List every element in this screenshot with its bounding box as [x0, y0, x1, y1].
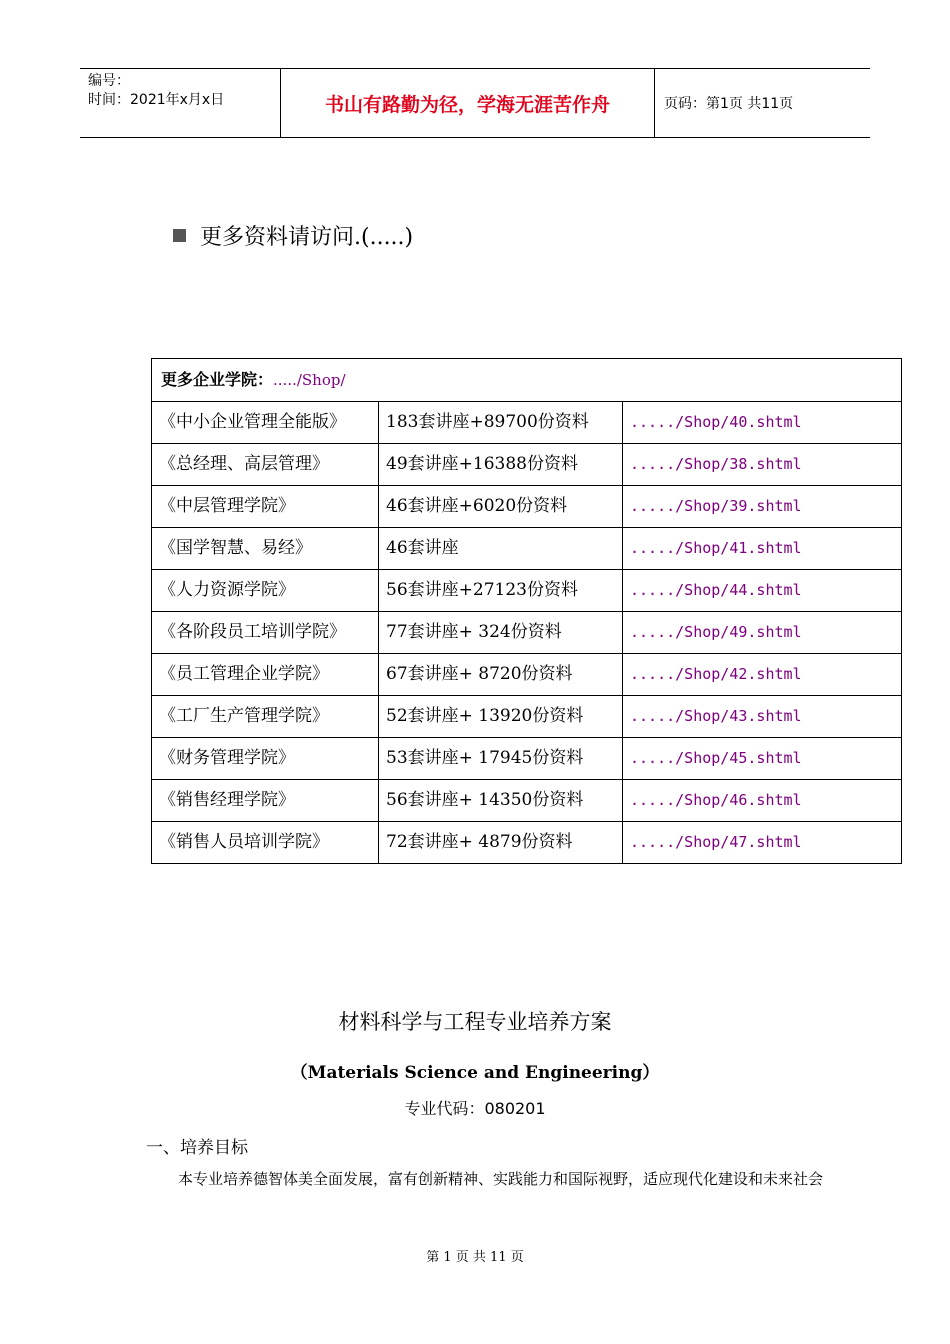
course-name: 《中层管理学院》: [159, 496, 295, 516]
table-head-link[interactable]: ...../Shop/: [273, 371, 346, 389]
course-name: 《人力资源学院》: [159, 580, 295, 600]
course-desc: 56套讲座+ 14350份资料: [386, 790, 584, 810]
table-header-row: [152, 359, 902, 402]
course-link[interactable]: ...../Shop/44.shtml: [630, 581, 802, 599]
doc-title: 材料科学与工程专业培养方案: [338, 1010, 612, 1034]
course-desc: 77套讲座+ 324份资料: [386, 622, 562, 642]
course-name-cell: [152, 612, 379, 654]
course-desc-cell: [379, 612, 623, 654]
course-link[interactable]: ...../Shop/40.shtml: [630, 413, 802, 431]
table-row: [152, 780, 902, 822]
table-row: [152, 738, 902, 780]
course-name-cell: [152, 486, 379, 528]
course-name-cell: [152, 570, 379, 612]
course-link[interactable]: ...../Shop/49.shtml: [630, 623, 802, 641]
major-code: 专业代码：080201: [404, 1099, 546, 1118]
table-row: [152, 654, 902, 696]
course-desc-cell: [379, 738, 623, 780]
course-desc-cell: [379, 486, 623, 528]
course-name-cell: [152, 402, 379, 444]
course-desc-cell: [379, 444, 623, 486]
course-desc-cell: [379, 402, 623, 444]
document-header: [80, 68, 870, 138]
course-name: 《员工管理企业学院》: [159, 664, 329, 684]
course-name-cell: [152, 696, 379, 738]
course-link-cell: [623, 570, 902, 612]
course-link-cell: [623, 612, 902, 654]
course-name-cell: [152, 444, 379, 486]
square-bullet-icon: [173, 229, 186, 242]
course-desc-cell: [379, 528, 623, 570]
page-footer: 第 1 页 共 11 页: [426, 1250, 524, 1265]
course-desc: 49套讲座+16388份资料: [386, 454, 578, 474]
course-name: 《工厂生产管理学院》: [159, 706, 329, 726]
course-link[interactable]: ...../Shop/41.shtml: [630, 539, 802, 557]
course-desc-cell: [379, 654, 623, 696]
course-desc: 46套讲座: [386, 538, 459, 558]
course-name: 《国学智慧、易经》: [159, 538, 312, 558]
course-name: 《中小企业管理全能版》: [159, 412, 346, 432]
course-desc: 67套讲座+ 8720份资料: [386, 664, 573, 684]
number-label: 编号：: [88, 73, 130, 89]
course-link-cell: [623, 528, 902, 570]
table-row: [152, 444, 902, 486]
course-link[interactable]: ...../Shop/45.shtml: [630, 749, 802, 767]
course-link[interactable]: ...../Shop/46.shtml: [630, 791, 802, 809]
section-heading: 一、培养目标: [146, 1138, 248, 1158]
course-name: 《销售经理学院》: [159, 790, 295, 810]
course-name: 《各阶段员工培训学院》: [159, 622, 346, 642]
table-header-cell: [152, 359, 902, 402]
course-name-cell: [152, 780, 379, 822]
course-name: 《销售人员培训学院》: [159, 832, 329, 852]
course-link[interactable]: ...../Shop/39.shtml: [630, 497, 802, 515]
time-label: 时间：2021年x月x日: [88, 92, 225, 108]
table-row: [152, 570, 902, 612]
more-resources-link[interactable]: [173, 220, 413, 251]
course-link-cell: [623, 696, 902, 738]
paragraph: 本专业培养德智体美全面发展，富有创新精神、实践能力和国际视野，适应现代化建设和未来社会: [178, 1170, 824, 1188]
course-link-cell: [623, 444, 902, 486]
course-name-cell: [152, 654, 379, 696]
course-name-cell: [152, 738, 379, 780]
course-link-cell: [623, 738, 902, 780]
course-link[interactable]: ...../Shop/38.shtml: [630, 455, 802, 473]
header-page-info: 页码：第1页 共11页: [664, 96, 794, 112]
course-link[interactable]: ...../Shop/42.shtml: [630, 665, 802, 683]
course-link-cell: [623, 822, 902, 864]
more-resources-text: 更多资料请访问.(.....): [200, 225, 414, 250]
course-name-cell: [152, 528, 379, 570]
course-desc-cell: [379, 696, 623, 738]
table-row: [152, 696, 902, 738]
header-meta: [80, 69, 281, 137]
course-link[interactable]: ...../Shop/43.shtml: [630, 707, 802, 725]
course-name: 《总经理、高层管理》: [159, 454, 329, 474]
course-desc: 72套讲座+ 4879份资料: [386, 832, 573, 852]
course-link-cell: [623, 654, 902, 696]
doc-subtitle: （Materials Science and Engineering）: [290, 1063, 660, 1083]
course-desc: 53套讲座+ 17945份资料: [386, 748, 584, 768]
table-row: [152, 402, 902, 444]
table-row: [152, 528, 902, 570]
course-desc-cell: [379, 780, 623, 822]
course-link[interactable]: ...../Shop/47.shtml: [630, 833, 802, 851]
course-desc: 183套讲座+89700份资料: [386, 412, 589, 432]
course-link-cell: [623, 780, 902, 822]
course-link-cell: [623, 486, 902, 528]
course-desc: 56套讲座+27123份资料: [386, 580, 578, 600]
header-motto: 书山有路勤为径，学海无涯苦作舟: [281, 69, 655, 137]
course-desc: 52套讲座+ 13920份资料: [386, 706, 584, 726]
shop-table: [151, 358, 902, 864]
table-row: [152, 486, 902, 528]
table-row: [152, 822, 902, 864]
course-link-cell: [623, 402, 902, 444]
table-head-label: 更多企业学院：: [161, 370, 274, 389]
course-name: 《财务管理学院》: [159, 748, 295, 768]
course-desc: 46套讲座+6020份资料: [386, 496, 568, 516]
table-row: [152, 612, 902, 654]
course-name-cell: [152, 822, 379, 864]
course-desc-cell: [379, 570, 623, 612]
course-desc-cell: [379, 822, 623, 864]
